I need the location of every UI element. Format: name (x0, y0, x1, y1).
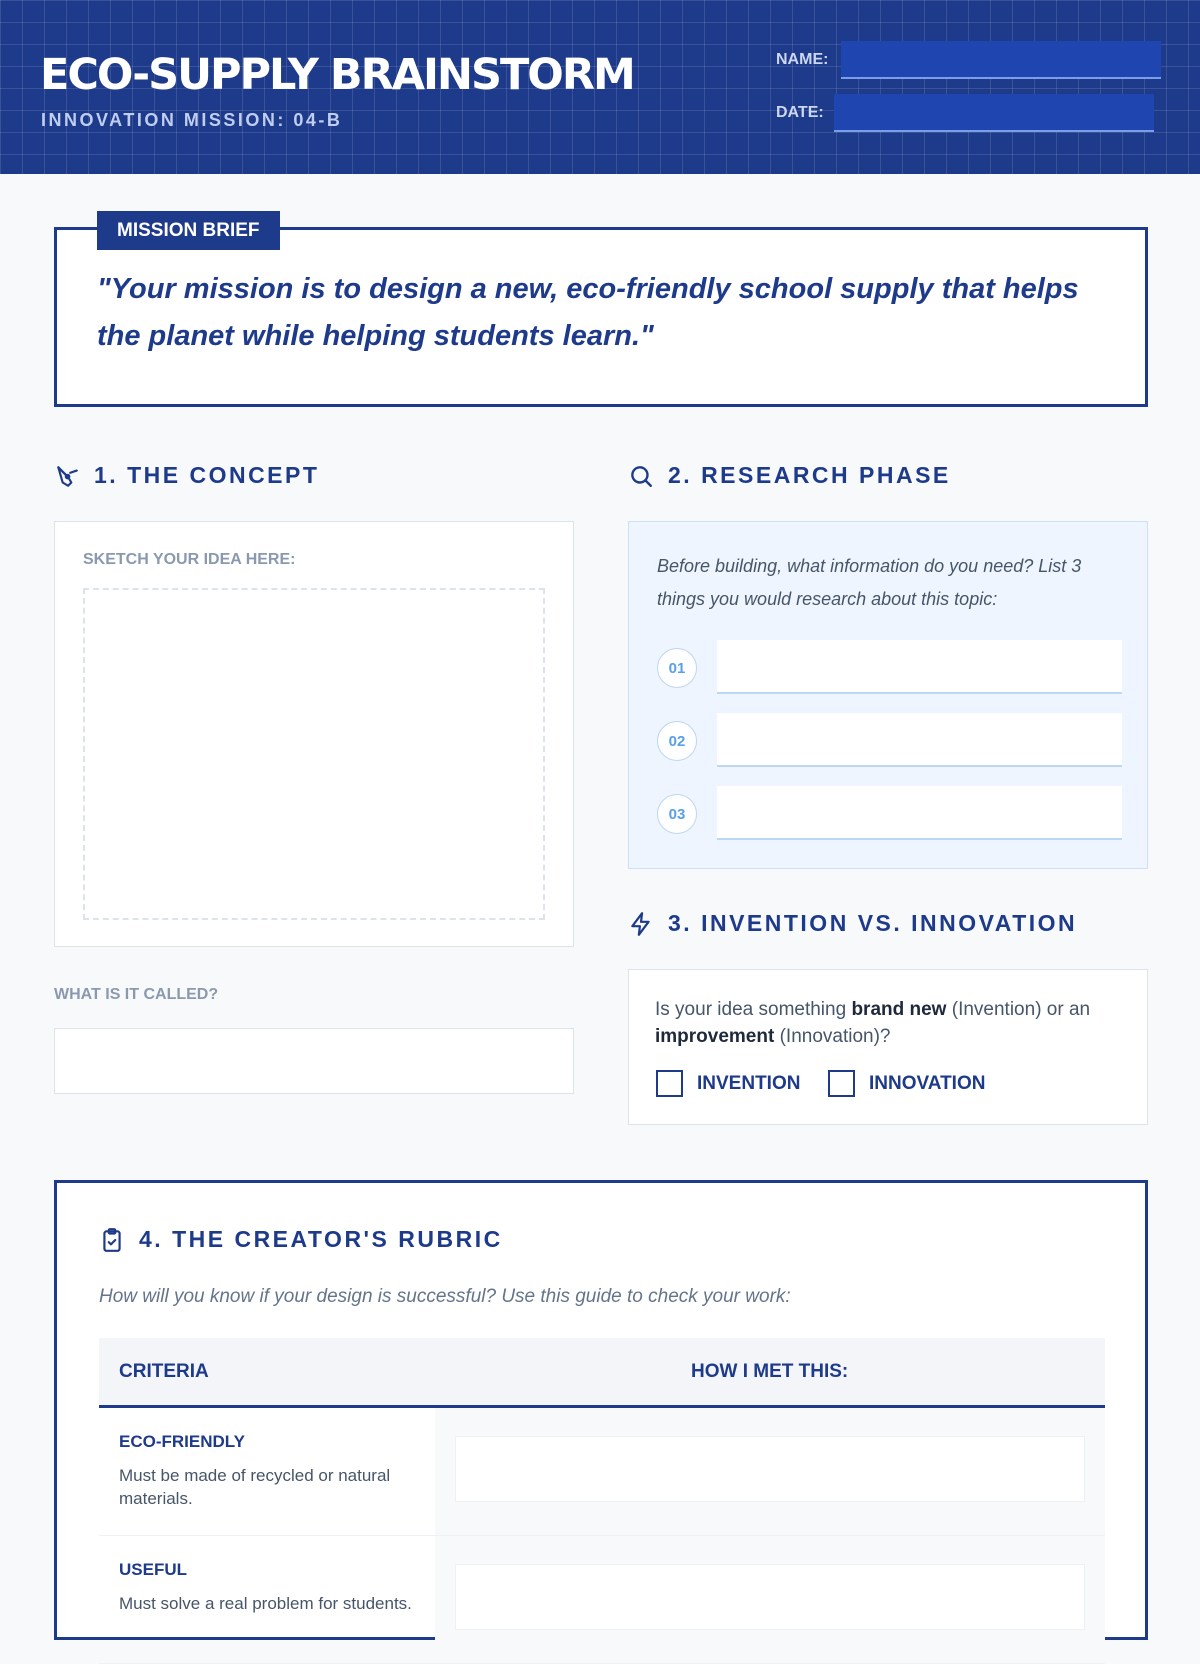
criteria-title: USEFUL (119, 1560, 187, 1579)
invention-question: Is your idea something brand new (Invention) or an improvement (Innovation)? (655, 999, 1091, 1047)
concept-heading-label: 1. THE CONCEPT (94, 462, 320, 488)
innovation-option[interactable] (828, 1070, 985, 1097)
invention-option-label: INVENTION (697, 1072, 801, 1094)
research-item (657, 786, 1125, 840)
research-item-number: 01 (657, 648, 697, 688)
invention-option[interactable] (656, 1070, 800, 1097)
criteria-title: ECO-FRIENDLY (119, 1432, 245, 1451)
how-met-input[interactable] (455, 1436, 1085, 1502)
research-panel (628, 521, 1148, 869)
criteria-column-header: CRITERIA (119, 1361, 209, 1382)
rubric-heading-label: 4. THE CREATOR'S RUBRIC (139, 1226, 503, 1252)
search-icon (628, 463, 654, 489)
innovation-checkbox[interactable] (828, 1070, 855, 1097)
mission-brief-badge: MISSION BRIEF (97, 211, 280, 250)
research-heading-label: 2. RESEARCH PHASE (668, 462, 951, 488)
invention-name-label: WHAT IS IT CALLED? (54, 986, 219, 1003)
research-item-input[interactable] (717, 713, 1122, 767)
table-row (99, 1408, 1105, 1536)
criteria-cell (119, 1560, 419, 1615)
research-heading (628, 462, 951, 489)
name-field[interactable] (841, 41, 1161, 79)
mission-brief (54, 227, 1148, 407)
criteria-cell (119, 1432, 419, 1510)
sketch-panel (54, 521, 574, 947)
table-row (99, 1536, 1105, 1664)
criteria-description: Must be made of recycled or natural materials. (119, 1466, 391, 1508)
how-met-input[interactable] (455, 1564, 1085, 1630)
research-item (657, 713, 1125, 767)
rubric-intro: How will you know if your design is successful? Use this guide to check your work: (99, 1286, 791, 1307)
lightning-icon (628, 911, 654, 937)
invention-name-input[interactable] (54, 1028, 574, 1094)
sketch-area[interactable] (83, 588, 545, 920)
rubric-table (99, 1338, 1105, 1664)
mission-brief-text: "Your mission is to design a new, eco-friendly school supply that helps the planet while helping students learn." (97, 273, 1079, 352)
sketch-label: SKETCH YOUR IDEA HERE: (83, 551, 296, 568)
invention-heading-label: 3. INVENTION VS. INNOVATION (668, 910, 1078, 936)
date-label: DATE: (776, 104, 824, 121)
research-item-number: 03 (657, 794, 697, 834)
pen-nib-icon (54, 463, 80, 489)
rubric-panel (54, 1180, 1148, 1640)
concept-heading (54, 462, 319, 489)
criteria-description: Must solve a real problem for students. (119, 1594, 412, 1613)
rubric-heading (99, 1226, 503, 1253)
clipboard-check-icon (99, 1227, 125, 1253)
innovation-option-label: INNOVATION (869, 1072, 986, 1094)
mission-code: INNOVATION MISSION: 04-B (41, 110, 343, 130)
date-field[interactable] (834, 94, 1154, 132)
research-prompt: Before building, what information do you need? List 3 things you would research about this topic: (657, 556, 1082, 609)
header-banner (0, 0, 1200, 174)
invention-heading (628, 910, 1077, 937)
name-label: NAME: (776, 51, 829, 68)
rubric-table-header (99, 1338, 1105, 1408)
invention-panel (628, 969, 1148, 1125)
research-item-input[interactable] (717, 786, 1122, 840)
page-title: ECO-SUPPLY BRAINSTORM (40, 50, 634, 100)
research-item (657, 640, 1125, 694)
invention-checkbox[interactable] (656, 1070, 683, 1097)
research-item-number: 02 (657, 721, 697, 761)
research-item-input[interactable] (717, 640, 1122, 694)
how-met-column-header: HOW I MET THIS: (691, 1361, 849, 1382)
